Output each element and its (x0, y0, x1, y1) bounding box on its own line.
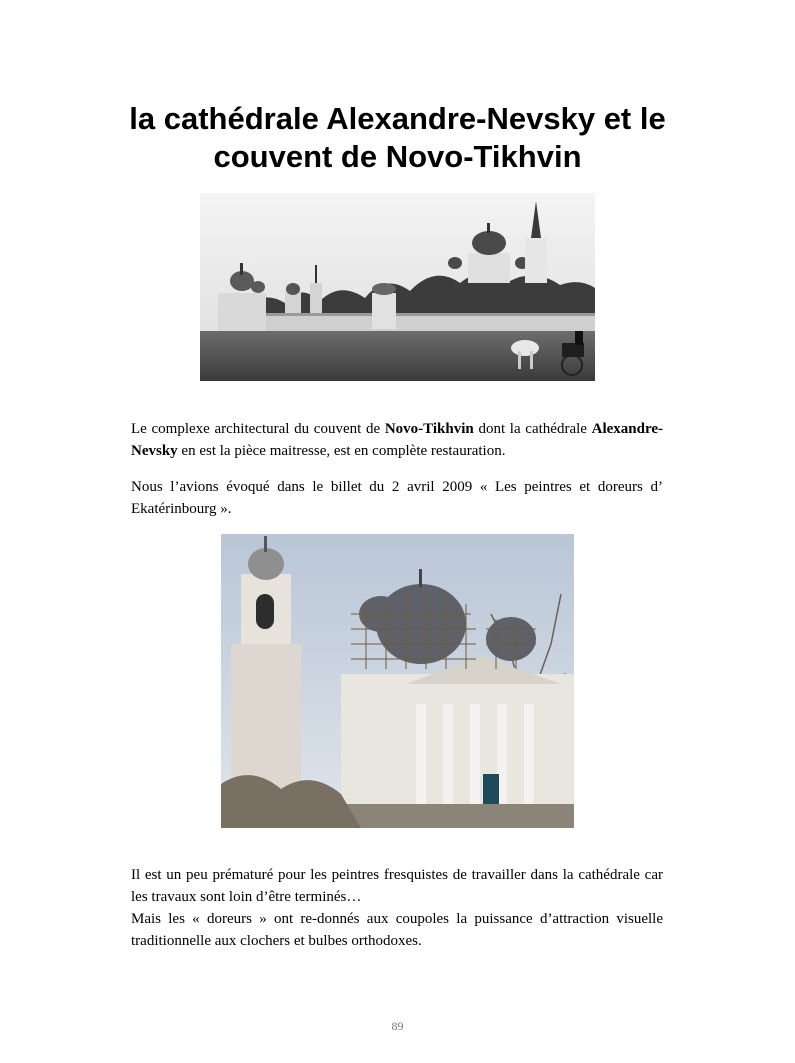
page-number: 89 (391, 1019, 404, 1033)
paragraph-intro (131, 418, 663, 462)
title-line-2: couvent de Novo-Tikhvin (213, 139, 582, 174)
cathedral-restoration-photo (221, 534, 574, 828)
alexandre-nevsky-bold: Alexandre-Nevsky (131, 421, 663, 459)
paragraph-reference: Nous l’avions évoqué dans le billet du 2 avril 2009 « Les peintres et doreurs d’ Ekatérinbourg ». (131, 479, 663, 517)
paragraph-fresco: Il est un peu prématuré pour les peintres fresquistes de travailler dans la cathédrale car les travaux sont loin d’être terminés… (131, 867, 663, 905)
historic-convent-photo (200, 193, 595, 381)
paragraph-intro-text-3: en est la pièce maitresse, est en complète restauration. (177, 443, 506, 459)
page-title (100, 100, 695, 176)
paragraph-intro-text-2: dont la cathédrale (473, 421, 592, 437)
paragraph-intro-text-1: Le complexe architectural du couvent de (131, 421, 385, 437)
novo-tikhvin-bold: Novo-Tikhvin (384, 421, 474, 437)
paragraph-gilders: Mais les « doreurs » ont re-donnés aux coupoles la puissance d’attraction visuelle traditionnelle aux clochers et bulbes orthodoxes. (131, 911, 663, 949)
title-line-1: la cathédrale Alexandre-Nevsky et le (129, 101, 666, 136)
